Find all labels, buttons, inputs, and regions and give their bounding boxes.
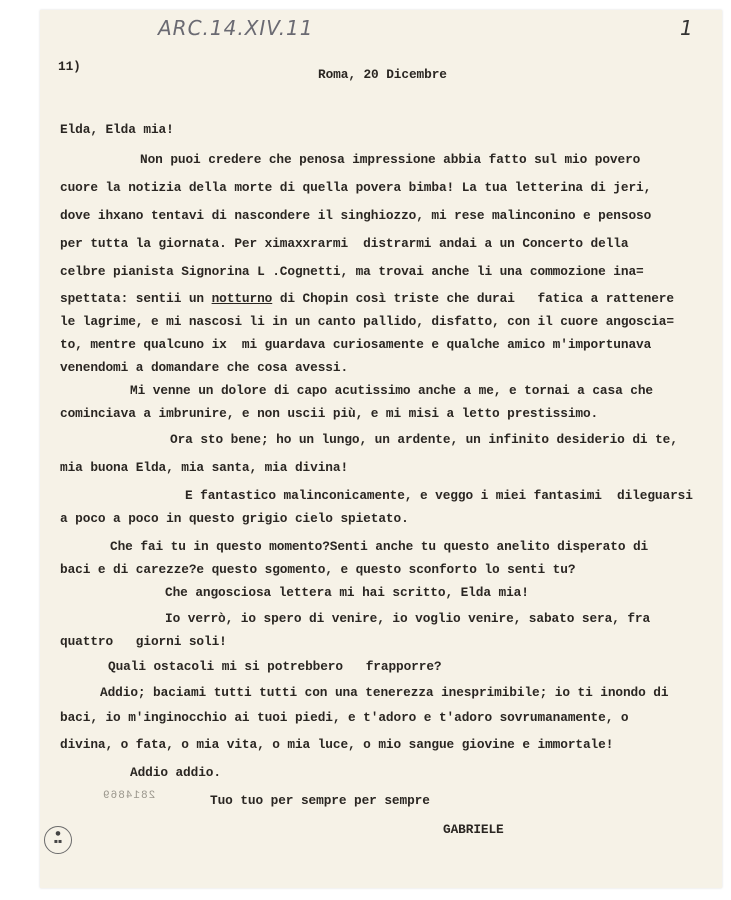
text-line: to, mentre qualcuno ix mi guardava curiosamente e qualche amico m'importunava: [60, 337, 652, 352]
text-line: Io verrò, io spero di venire, io voglio venire, sabato sera, fra: [165, 611, 651, 626]
text-line: venendomi a domandare che cosa avessi.: [60, 360, 349, 375]
text-line: cuore la notizia della morte di quella povera bimba! La tua letterina di jeri,: [60, 180, 652, 195]
text-line: celbre pianista Signorina L .Cognetti, ma trovai anche li una commozione ina=: [60, 264, 644, 279]
bleed-through-stamp: 2814869: [102, 790, 156, 802]
text-line: a poco a poco in questo grigio cielo spietato.: [60, 511, 409, 526]
text-line: Addio addio.: [130, 765, 221, 780]
archive-mark: ARC.14.XIV.11: [158, 16, 314, 40]
text-line: baci, io m'inginocchio ai tuoi piedi, e t'adoro e t'adoro sovrumanamente, o: [60, 710, 629, 725]
text-segment: di Chopin così triste che durai fatica a rattenere: [272, 291, 674, 306]
text-line: cominciava a imbrunire, e non uscii più, e mi misi a letto prestissimo.: [60, 406, 599, 421]
text-line: Mi venne un dolore di capo acutissimo anche a me, e tornai a casa che: [130, 383, 653, 398]
place-date: Roma, 20 Dicembre: [318, 67, 447, 82]
text-line: mia buona Elda, mia santa, mia divina!: [60, 460, 349, 475]
text-line: per tutta la giornata. Per ximaxxrarmi distrarmi andai a un Concerto della: [60, 236, 629, 251]
closing: Tuo tuo per sempre per sempre: [210, 793, 430, 808]
text-line: Che fai tu in questo momento?Senti anche tu questo anelito disperato di: [110, 539, 649, 554]
archive-seal-icon: ● ▪▪: [44, 826, 72, 854]
text-line: dove ihxano tentavi di nascondere il singhiozzo, mi rese malinconino e pensoso: [60, 208, 652, 223]
letter-page: [40, 10, 722, 888]
page-number: 1: [680, 16, 694, 40]
letter-number: 11): [58, 59, 81, 74]
text-line: E fantastico malinconicamente, e veggo i miei fantasimi dileguarsi: [185, 488, 693, 503]
text-segment: spettata: sentii un: [60, 291, 212, 306]
text-line: le lagrime, e mi nascosi li in un canto pallido, disfatto, con il cuore angoscia=: [60, 314, 674, 329]
text-line: baci e di carezze?e questo sgomento, e questo sconforto lo senti tu?: [60, 562, 576, 577]
text-line: Ora sto bene; ho un lungo, un ardente, un infinito desiderio di te,: [170, 432, 678, 447]
text-line: Non puoi credere che penosa impressione abbia fatto sul mio povero: [140, 152, 641, 167]
text-line: Che angosciosa lettera mi hai scritto, Elda mia!: [165, 585, 529, 600]
text-line: Quali ostacoli mi si potrebbero frapporre?: [108, 659, 442, 674]
text-line: [60, 292, 674, 306]
salutation: Elda, Elda mia!: [60, 122, 174, 137]
signature: GABRIELE: [443, 822, 504, 837]
text-line: Addio; baciami tutti tutti con una tenerezza inesprimibile; io ti inondo di: [100, 685, 669, 700]
text-line: quattro giorni soli!: [60, 634, 227, 649]
text-line: divina, o fata, o mia vita, o mia luce, o mio sangue giovine e immortale!: [60, 737, 614, 752]
underlined-word: notturno: [211, 291, 273, 306]
